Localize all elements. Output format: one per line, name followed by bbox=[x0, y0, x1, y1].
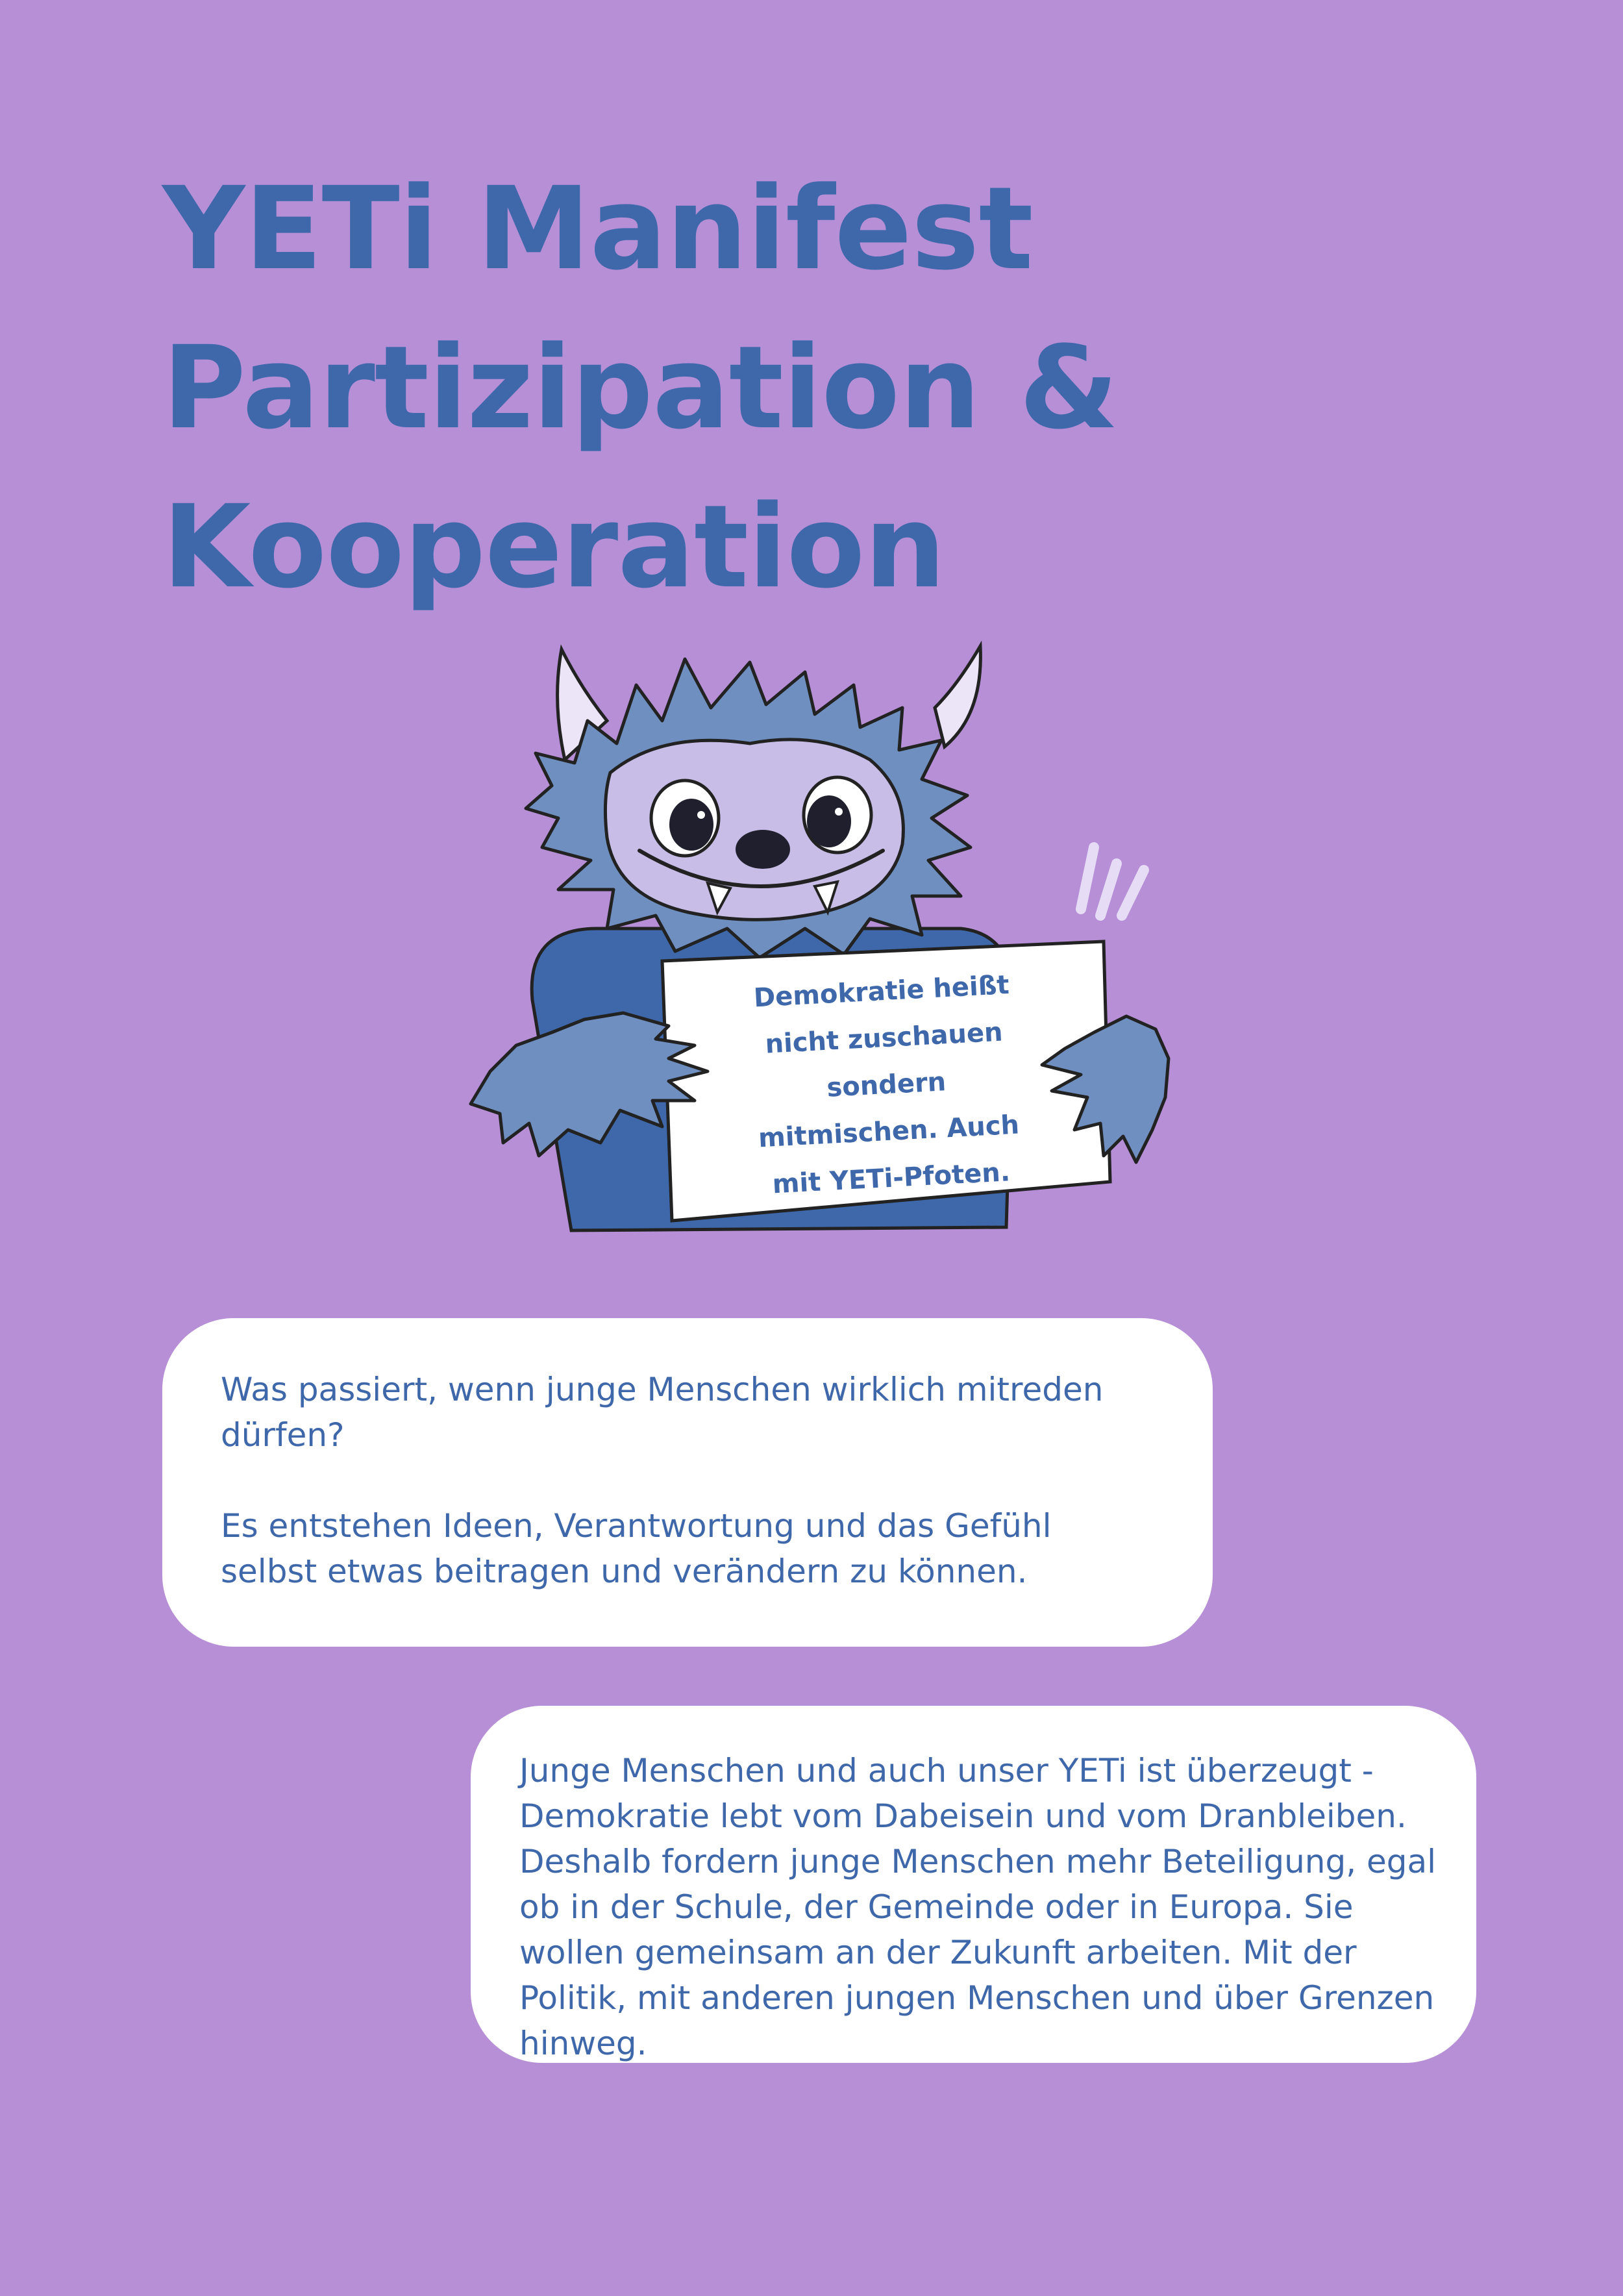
card-statement-text: Junge Menschen und auch unser YETi ist überzeugt - Demokratie lebt vom Dabeisein und vom Dranbleiben. Deshalb fordern junge Menschen mehr Beteiligung, egal ob in der Schule, der Gemeinde oder in Europa. Sie wollen gemeinsam an der Zukunft arbeiten. Mit der Politik, mit anderen jungen Menschen und über Grenzen hinweg. bbox=[519, 1752, 1437, 2062]
info-card-question bbox=[162, 1318, 1213, 1647]
motion-marks-icon bbox=[1081, 847, 1144, 916]
info-card-statement bbox=[471, 1706, 1476, 2063]
yeti-illustration bbox=[454, 623, 1201, 1260]
card-question-text: Was passiert, wenn junge Menschen wirklich mitreden dürfen? bbox=[221, 1371, 1104, 1454]
sign-line-1: Demokratie heißt bbox=[752, 969, 1010, 1014]
title-line-1: YETi Manifest bbox=[162, 162, 1033, 295]
sign-line-5: mit YETi-Pfoten. bbox=[771, 1157, 1011, 1200]
sign-line-3: sondern bbox=[826, 1067, 947, 1103]
yeti-nose bbox=[736, 830, 790, 869]
page-title bbox=[162, 149, 1118, 627]
title-line-3: Kooperation bbox=[162, 480, 945, 614]
sign-line-4: mitmischen. Auch bbox=[758, 1110, 1021, 1154]
title-line-2: Partizipation & bbox=[162, 321, 1119, 455]
sign-line-2: nicht zuschauen bbox=[764, 1017, 1004, 1060]
right-horn-icon bbox=[935, 646, 980, 747]
card-answer-text: Es entstehen Ideen, Verantwortung und das Gefühl selbst etwas beitragen und verändern zu können. bbox=[221, 1507, 1052, 1590]
